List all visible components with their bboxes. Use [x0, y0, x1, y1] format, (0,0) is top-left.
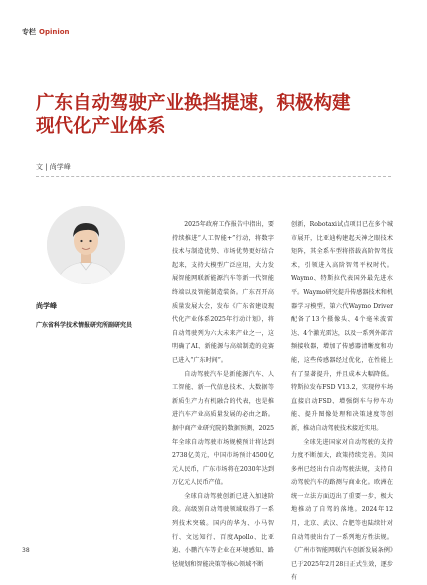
article-title	[36, 92, 396, 138]
byline: 文 | 尚学峰	[36, 162, 71, 172]
divider	[36, 176, 391, 177]
body-column-1	[172, 218, 274, 571]
author-portrait-illustration	[47, 206, 125, 284]
body-column-2	[291, 218, 393, 585]
author-photo	[47, 206, 125, 284]
title-line-2: 现代化产业体系	[36, 115, 396, 138]
page-number: 38	[22, 547, 30, 554]
section-label-en: Opinion	[39, 28, 70, 36]
author-name: 尚学峰	[36, 301, 57, 311]
paragraph: 全球先进国家对自动驾驶的支持力度不断加大，政策持续完善。美国多州已经出台自动驾驶法规，支持自动驾驶汽车的路测与商业化。欧洲在统一立法方面迈出了重要一步，极大地推动了自驾的落地。2024年12月，北京、武汉、合肥等也陆续针对自动驾驶出台了一系列地方性法规。《广州市智能网联汽车创新发展条例》已于2025年2月28日正式生效，逐步有	[291, 436, 393, 585]
paragraph: 全球自动驾驶创新已进入加速阶段。高级别自动驾驶领域取得了一系列技术突破。国内的华为、小马智行、文远知行、百度Apollo、比亚迪、小鹏汽车等企业在环境感知、路径规划和智能决策等核心领域不断	[172, 490, 274, 572]
paragraph: 2025年政府工作报告中指出，要持续推进“人工智能+”行动，将数字技术与制造优势、市场优势更好结合起来，支持大模型广泛应用，大力发展智能网联新能源汽车等新一代智能终端以及智能制造装备。广东召开高质量发展大会，发布《广东省建设现代化产业体系2025年行动计划》，将自动驾驶列为六大未来产业之一，这明确了AI、新能源与高端制造的竞赛已进入“广东时间”。	[172, 218, 274, 368]
section-header	[22, 27, 70, 37]
author-affiliation: 广东省科学技术情报研究所副研究员	[36, 320, 132, 329]
section-label-cn: 专栏	[22, 28, 36, 36]
paragraph: 创新，Robotaxi试点项目已在多个城市展开，比亚迪构建起天神之眼技术矩阵，其全系车型将搭载高阶智驾技术，引领进入高阶智驾平权时代。Waymo、特斯拉代表国外最先进水平。Waymo研究提升传感器技术和机器学习模型，第六代Waymo Driver配备了13个摄像头、4个毫米波雷达、4个激光雷达，以及一系列外部音频接收器，增加了传感器清晰度和功能，这些传感器经过优化，在性能上有了显著提升，并且成本大幅降低。特斯拉发布FSD V13.2，实现停车场直接启动FSD、增强倒车与停车功能、提升图像处理和决策速度等创新，推动自动驾驶技术接近实用。	[291, 218, 393, 436]
title-line-1: 广东自动驾驶产业换挡提速，积极构建	[36, 92, 396, 115]
paragraph: 自动驾驶汽车是新能源汽车、人工智能、新一代信息技术、大数据等新质生产力有机融合的代表，也是推进汽车产业高质量发展的必由之路。据中商产业研究院的数据预测，2025年全球自动驾驶市场规模预计将达到2738亿美元，中国市场预计4500亿元人民币，广东市场将在2030年达到万亿元人民币产值。	[172, 368, 274, 490]
